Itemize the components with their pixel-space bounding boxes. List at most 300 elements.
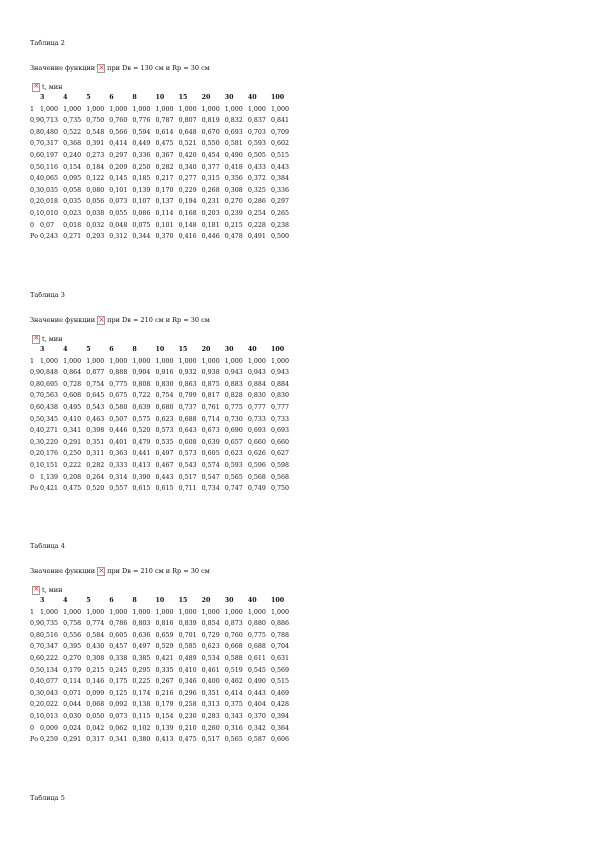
- table-cell: 0,239: [224, 209, 243, 217]
- table-row: [30, 437, 294, 449]
- symbol-image-icon: [32, 83, 40, 92]
- table-cell: 0,101: [109, 186, 128, 194]
- table-cell: 0,584: [86, 631, 105, 639]
- table-cell: 0,295: [132, 666, 151, 674]
- column-header: 3: [40, 346, 45, 353]
- table-cell: 0,863: [178, 380, 197, 388]
- table-cell: 0,660: [247, 438, 266, 446]
- table-cell: 0,463: [86, 415, 105, 423]
- table-cell: 0,024: [63, 724, 82, 732]
- table-cell: 0,593: [247, 140, 266, 148]
- column-header: 8: [132, 94, 137, 101]
- column-header: 40: [247, 597, 257, 604]
- table-cell: 0,181: [201, 221, 220, 229]
- table-cell: 0,168: [178, 209, 197, 217]
- table-cell: 0,841: [270, 117, 289, 125]
- table-cell: 0,291: [63, 736, 82, 744]
- table-cell: 0,701: [178, 631, 197, 639]
- table-cell: 0,916: [155, 369, 174, 377]
- table-cell: 0,413: [155, 736, 174, 744]
- table-cell: 1,000: [63, 105, 82, 113]
- table-cell: 0,073: [109, 712, 128, 720]
- table-cell: 0,469: [270, 689, 289, 697]
- table-cell: 0,080: [86, 186, 105, 194]
- table-cell: 0,043: [40, 689, 59, 697]
- table-cell: 0,222: [40, 654, 59, 662]
- row-label: 0,2: [30, 701, 41, 709]
- table-cell: 0,401: [109, 438, 128, 446]
- row-label: 0,3: [30, 689, 41, 697]
- table-cell: 0,068: [86, 701, 105, 709]
- table-cell: 0,943: [224, 369, 243, 377]
- table-cell: 0,709: [270, 128, 289, 136]
- table-cell: 0,377: [201, 163, 220, 171]
- row-label: 0,8: [30, 128, 41, 136]
- table-cell: 0,594: [132, 128, 151, 136]
- column-header: 20: [201, 94, 211, 101]
- table-row: [30, 699, 294, 711]
- table-cell: 0,230: [178, 712, 197, 720]
- row-label: 0,1: [30, 712, 41, 720]
- table-row: [30, 734, 294, 746]
- table-cell: 0,356: [224, 175, 243, 183]
- table-cell: 0,888: [109, 369, 128, 377]
- row-label: 0,1: [30, 209, 41, 217]
- table-row: [30, 607, 294, 619]
- table-cell: 0,346: [178, 678, 197, 686]
- row-label: Рo: [30, 736, 39, 744]
- table-cell: 0,073: [109, 198, 128, 206]
- table-cell: 0,267: [155, 678, 174, 686]
- column-header: 3: [40, 597, 45, 604]
- table-cell: 0,543: [178, 461, 197, 469]
- table-cell: 0,565: [224, 736, 243, 744]
- table-cell: 0,184: [86, 163, 105, 171]
- table-cell: 0,421: [155, 654, 174, 662]
- column-header: 20: [201, 597, 211, 604]
- table-cell: 0,569: [270, 666, 289, 674]
- table-cell: 0,704: [270, 643, 289, 651]
- table-cell: 0,250: [132, 163, 151, 171]
- table-cell: 0,500: [270, 233, 289, 241]
- table-cell: 0,659: [155, 631, 174, 639]
- table-cell: 0,873: [224, 620, 243, 628]
- table-cell: 0,735: [63, 117, 82, 125]
- table-cell: 0,639: [132, 403, 151, 411]
- table-cell: 0,729: [201, 631, 220, 639]
- table-cell: 0,760: [109, 117, 128, 125]
- table-cell: 0,075: [132, 221, 151, 229]
- table-row: [30, 676, 294, 688]
- table-cell: 1,000: [155, 357, 174, 365]
- row-label: 1: [30, 105, 35, 113]
- table-cell: 0,648: [178, 128, 197, 136]
- row-label: 1: [30, 608, 35, 616]
- table-cell: 0,271: [63, 233, 82, 241]
- table-cell: 0,400: [201, 678, 220, 686]
- table-cell: 0,608: [63, 392, 82, 400]
- table-cell: 0,071: [63, 689, 82, 697]
- unit-row: [30, 82, 330, 92]
- row-label: 0,4: [30, 678, 41, 686]
- row-label: 0,2: [30, 450, 41, 458]
- table-cell: 0,688: [178, 415, 197, 423]
- table-cell: 0,368: [63, 140, 82, 148]
- table-cell: 0,058: [63, 186, 82, 194]
- table-cell: 0,282: [86, 461, 105, 469]
- table-cell: 1,000: [155, 608, 174, 616]
- table-cell: 0,023: [63, 209, 82, 217]
- table-cell: 1,000: [270, 105, 289, 113]
- row-label: 0,4: [30, 175, 41, 183]
- table-cell: 0,573: [178, 450, 197, 458]
- symbol-image-icon: [32, 335, 40, 344]
- row-label: 0,8: [30, 380, 41, 388]
- table-cell: 0,333: [109, 461, 128, 469]
- table-cell: 0,690: [224, 427, 243, 435]
- header-corner: [30, 92, 40, 104]
- table-cell: 0,588: [224, 654, 243, 662]
- table-cell: 0,786: [109, 620, 128, 628]
- table-cell: 0,345: [40, 415, 59, 423]
- data-table: [30, 344, 294, 495]
- table-cell: 0,317: [86, 736, 105, 744]
- column-header: 5: [86, 346, 91, 353]
- column-header: 100: [270, 346, 285, 353]
- table-cell: 0,519: [224, 666, 243, 674]
- table-cell: 0,220: [40, 438, 59, 446]
- heading-text-before: Значение функции: [30, 316, 96, 324]
- table-cell: 0,703: [247, 128, 266, 136]
- table-cell: 0,515: [270, 678, 289, 686]
- table-cell: 0,413: [132, 461, 151, 469]
- table-cell: 1,000: [224, 608, 243, 616]
- table-cell: 1,000: [201, 357, 220, 365]
- column-header: 100: [270, 94, 285, 101]
- table-row: [30, 208, 294, 220]
- table-cell: 0,573: [155, 427, 174, 435]
- table-cell: 0,351: [86, 438, 105, 446]
- table-cell: 0,259: [40, 736, 59, 744]
- column-header: 6: [109, 597, 114, 604]
- table-cell: 0,547: [201, 473, 220, 481]
- table-row: [30, 390, 294, 402]
- table-cell: 0,134: [40, 666, 59, 674]
- table-cell: 0,728: [63, 380, 82, 388]
- table-row: [30, 460, 294, 472]
- table-cell: 0,145: [109, 175, 128, 183]
- table-cell: 0,315: [201, 175, 220, 183]
- table-row: [30, 356, 294, 368]
- table-cell: 0,055: [109, 209, 128, 217]
- header-corner: [30, 595, 40, 607]
- column-header: 4: [63, 346, 68, 353]
- table-heading: [30, 314, 330, 326]
- table-cell: 0,884: [270, 380, 289, 388]
- table-cell: 0,099: [86, 689, 105, 697]
- table-cell: 0,194: [178, 198, 197, 206]
- table-cell: 1,000: [270, 608, 289, 616]
- table-cell: 0,215: [86, 666, 105, 674]
- table-cell: 0,714: [201, 415, 220, 423]
- table-cell: 0,277: [178, 175, 197, 183]
- table-cell: 0,787: [155, 117, 174, 125]
- row-label: 0,3: [30, 186, 41, 194]
- table-cell: 0,737: [178, 403, 197, 411]
- table-row: [30, 711, 294, 723]
- table-cell: 0,875: [201, 380, 220, 388]
- table-row: [30, 723, 294, 735]
- table-cell: 0,344: [132, 233, 151, 241]
- table-cell: 0,215: [224, 221, 243, 229]
- table-cell: 0,575: [132, 415, 151, 423]
- table-cell: 0,932: [178, 369, 197, 377]
- heading-text-before: Значение функции: [30, 64, 96, 72]
- table-cell: 0,883: [224, 380, 243, 388]
- table-cell: 0,747: [224, 485, 243, 493]
- table-cell: 1,000: [40, 357, 59, 365]
- table-cell: 0,009: [40, 724, 59, 732]
- table-cell: 1,000: [201, 105, 220, 113]
- table-cell: 0,139: [155, 724, 174, 732]
- table-cell: 0,077: [40, 678, 59, 686]
- table-cell: 0,521: [178, 140, 197, 148]
- table-cell: 0,446: [201, 233, 220, 241]
- unit-row: [30, 585, 330, 595]
- table-cell: 0,273: [86, 151, 105, 159]
- table-cell: 0,713: [40, 117, 59, 125]
- table-cell: 0,297: [270, 198, 289, 206]
- row-label: 0,9: [30, 117, 41, 125]
- table-cell: 0,175: [109, 678, 128, 686]
- table-row: [30, 127, 294, 139]
- heading-text-after: при Dв = 210 см и Rр = 30 см: [107, 316, 210, 324]
- table-cell: 0,775: [224, 403, 243, 411]
- table-cell: 0,657: [224, 438, 243, 446]
- table-cell: 0,443: [247, 689, 266, 697]
- table-cell: 1,000: [109, 608, 128, 616]
- column-header: 15: [178, 94, 188, 101]
- table-cell: 0,044: [63, 701, 82, 709]
- table-cell: 0,799: [178, 392, 197, 400]
- table-cell: 1,000: [86, 608, 105, 616]
- table-cell: 0,283: [201, 712, 220, 720]
- table-cell: 0,645: [86, 392, 105, 400]
- table-cell: 0,114: [155, 209, 174, 217]
- table-cell: 0,545: [247, 666, 266, 674]
- column-header: 15: [178, 346, 188, 353]
- table-cell: 0,258: [178, 701, 197, 709]
- table-cell: 0,760: [224, 631, 243, 639]
- table-cell: 0,216: [155, 689, 174, 697]
- table-cell: 0,316: [224, 724, 243, 732]
- table-heading: [30, 62, 330, 74]
- column-header: 5: [86, 94, 91, 101]
- table-cell: 0,886: [270, 620, 289, 628]
- table-cell: 1,000: [224, 105, 243, 113]
- table-cell: 0,568: [247, 473, 266, 481]
- table-cell: 0,107: [132, 198, 151, 206]
- table-cell: 0,416: [178, 233, 197, 241]
- table-cell: 0,623: [155, 415, 174, 423]
- column-header: 40: [247, 94, 257, 101]
- table-cell: 0,245: [109, 666, 128, 674]
- table-cell: 0,631: [270, 654, 289, 662]
- table-cell: 0,398: [86, 427, 105, 435]
- table-heading: [30, 565, 330, 577]
- table-cell: 0,839: [178, 620, 197, 628]
- table-cell: 0,443: [270, 163, 289, 171]
- table-cell: 0,733: [270, 415, 289, 423]
- row-label: 0,3: [30, 438, 41, 446]
- table-cell: 0,864: [63, 369, 82, 377]
- table-cell: 0,179: [63, 666, 82, 674]
- table-cell: 0,243: [40, 233, 59, 241]
- table-cell: 0,837: [247, 117, 266, 125]
- table-cell: 0,497: [155, 450, 174, 458]
- table-cell: 0,314: [109, 473, 128, 481]
- column-header: 6: [109, 94, 114, 101]
- table-cell: 0,816: [155, 620, 174, 628]
- table-cell: 0,042: [86, 724, 105, 732]
- table-cell: 0,515: [270, 151, 289, 159]
- table-cell: 0,308: [86, 654, 105, 662]
- table-block-2: [30, 38, 330, 243]
- table-cell: 0,095: [63, 175, 82, 183]
- table-cell: 0,270: [63, 654, 82, 662]
- table-cell: 0,137: [155, 198, 174, 206]
- table-cell: 0,101: [155, 221, 174, 229]
- table-cell: 0,693: [224, 128, 243, 136]
- table-row: [30, 379, 294, 391]
- row-label: 0,7: [30, 140, 41, 148]
- table-cell: 0,264: [86, 473, 105, 481]
- table-cell: 0,022: [40, 701, 59, 709]
- table-cell: 0,565: [224, 473, 243, 481]
- table-caption: Таблица 2: [30, 39, 65, 47]
- table-cell: 0,035: [63, 198, 82, 206]
- table-cell: 0,148: [178, 221, 197, 229]
- table-cell: 0,534: [201, 654, 220, 662]
- table-caption: Таблица 3: [30, 291, 65, 299]
- table-cell: 0,627: [270, 450, 289, 458]
- table-cell: 0,351: [201, 689, 220, 697]
- table-row: [30, 367, 294, 379]
- table-cell: 0,203: [201, 209, 220, 217]
- table-cell: 0,410: [63, 415, 82, 423]
- table-cell: 0,585: [178, 643, 197, 651]
- data-table: [30, 595, 294, 746]
- table-caption: Таблица 5: [30, 794, 65, 802]
- row-label: Рo: [30, 233, 39, 241]
- table-cell: 0,231: [201, 198, 220, 206]
- table-cell: 1,000: [86, 357, 105, 365]
- table-cell: 0,293: [86, 233, 105, 241]
- table-cell: 0,048: [109, 221, 128, 229]
- table-cell: 0,086: [132, 209, 151, 217]
- table-cell: 0,904: [132, 369, 151, 377]
- row-label: 1: [30, 357, 35, 365]
- table-cell: 0,615: [155, 485, 174, 493]
- table-row: [30, 402, 294, 414]
- table-cell: 0,038: [86, 209, 105, 217]
- table-cell: 1,000: [109, 357, 128, 365]
- table-cell: 0,568: [270, 473, 289, 481]
- table-cell: 1,000: [178, 105, 197, 113]
- table-cell: 0,457: [109, 643, 128, 651]
- column-header: 30: [224, 597, 234, 604]
- heading-text-before: Значение функции: [30, 567, 96, 575]
- table-cell: 0,282: [155, 163, 174, 171]
- table-cell: 0,338: [109, 654, 128, 662]
- table-cell: 1,000: [178, 357, 197, 365]
- table-cell: 0,808: [132, 380, 151, 388]
- table-row: [30, 425, 294, 437]
- table-cell: 0,643: [178, 427, 197, 435]
- table-cell: 1,000: [109, 105, 128, 113]
- table-cell: 0,367: [155, 151, 174, 159]
- table-cell: 0,556: [63, 631, 82, 639]
- table-header-row: [30, 595, 294, 607]
- table-cell: 0,722: [132, 392, 151, 400]
- data-table: [30, 92, 294, 243]
- formula-image-icon: [97, 567, 105, 576]
- table-cell: 0,507: [109, 415, 128, 423]
- table-cell: 0,475: [178, 736, 197, 744]
- row-label: 0,7: [30, 392, 41, 400]
- table-cell: 0,250: [63, 450, 82, 458]
- table-cell: 0,529: [155, 643, 174, 651]
- formula-image-icon: [97, 316, 105, 325]
- table-cell: 0,225: [132, 678, 151, 686]
- unit-label: t, мин: [42, 335, 63, 343]
- table-cell: 0,116: [40, 163, 59, 171]
- table-cell: 0,114: [63, 678, 82, 686]
- table-cell: 0,410: [178, 666, 197, 674]
- row-label: 0,9: [30, 369, 41, 377]
- table-cell: 0,308: [224, 186, 243, 194]
- table-cell: 0,880: [247, 620, 266, 628]
- table-cell: 0,312: [109, 233, 128, 241]
- table-cell: 0,07: [40, 221, 55, 229]
- table-cell: 0,754: [155, 392, 174, 400]
- column-header: 30: [224, 346, 234, 353]
- row-label: 0,7: [30, 643, 41, 651]
- table-cell: 0,639: [201, 438, 220, 446]
- table-cell: 0,587: [247, 736, 266, 744]
- table-cell: 0,623: [201, 643, 220, 651]
- table-cell: 0,343: [224, 712, 243, 720]
- formula-image-icon: [97, 64, 105, 73]
- table-cell: 0,673: [201, 427, 220, 435]
- column-header: 100: [270, 597, 285, 604]
- table-cell: 1,000: [224, 357, 243, 365]
- table-cell: 0,311: [86, 450, 105, 458]
- table-row: [30, 150, 294, 162]
- table-cell: 0,385: [132, 654, 151, 662]
- table-cell: 0,693: [270, 427, 289, 435]
- table-cell: 0,490: [224, 151, 243, 159]
- table-cell: 0,730: [224, 415, 243, 423]
- table-row: [30, 653, 294, 665]
- table-cell: 0,146: [86, 678, 105, 686]
- table-cell: 0,605: [109, 631, 128, 639]
- unit-label: t, мин: [42, 586, 63, 594]
- table-cell: 0,139: [132, 186, 151, 194]
- table-cell: 0,018: [63, 221, 82, 229]
- table-cell: 0,580: [109, 403, 128, 411]
- table-cell: 0,596: [247, 461, 266, 469]
